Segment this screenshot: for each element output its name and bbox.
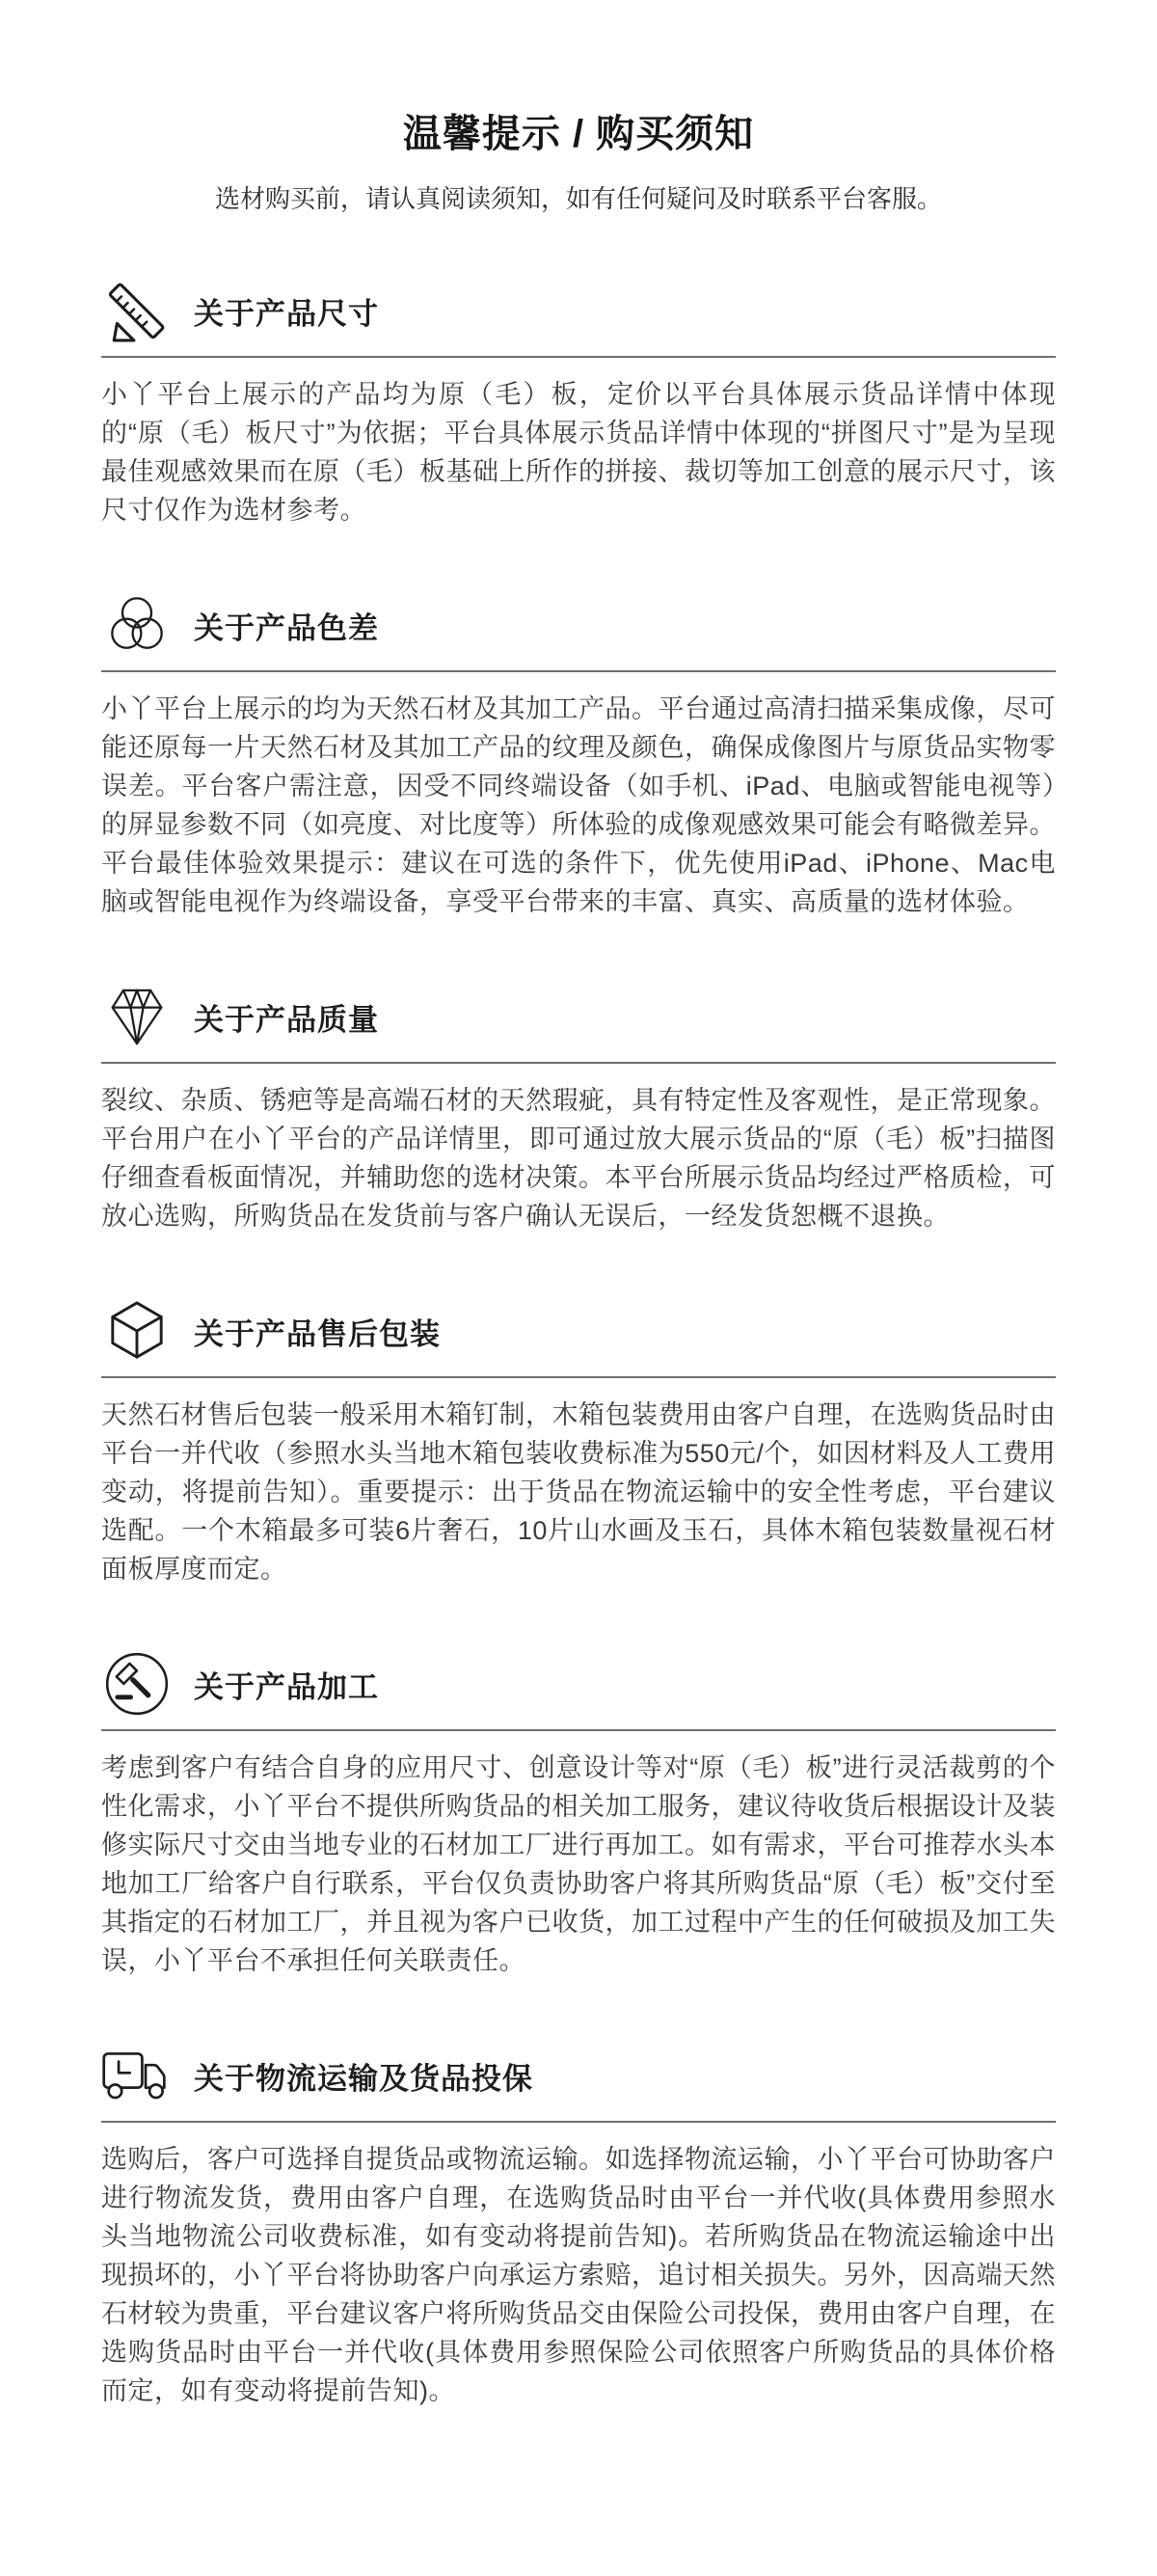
section-header xyxy=(101,275,1056,346)
section-divider xyxy=(101,2121,1056,2123)
section-title: 关于产品加工 xyxy=(194,1669,379,1704)
truck-icon xyxy=(101,2040,173,2111)
page-title: 温馨提示 / 购买须知 xyxy=(402,112,755,155)
section-header xyxy=(101,589,1056,661)
section-header xyxy=(101,981,1056,1052)
section-header xyxy=(101,1295,1056,1367)
ruler-icon xyxy=(101,275,173,346)
section-header xyxy=(101,1648,1056,1720)
section-title: 关于产品色差 xyxy=(194,610,379,645)
section-body: 选购后，客户可选择自提货品或物流运输。如选择物流运输，小丫平台可协助客户进行物流发货，费用由客户自理，在选购货品时由平台一并代收(具体费用参照水头当地物流公司收费标准，如有变动将提前告知)。若所购货品在物流运输途中出现损坏的，小丫平台将协助客户向承运方索赔，追讨相关损失。另外，因高端天然石材较为贵重，平台建议客户将所购货品交由保险公司投保，费用由客户自理，在选购货品时由平台一并代收(具体费用参照保险公司依照客户所购货品的具体价格而定，如有变动将提前告知)。 xyxy=(101,2145,1056,2406)
diamond-icon xyxy=(101,981,173,1052)
sections xyxy=(101,275,1056,2410)
section-product-quality xyxy=(101,981,1056,1235)
section-body: 天然石材售后包装一般采用木箱钉制，木箱包装费用由客户自理，在选购货品时由平台一并代收（参照水头当地木箱包装收费标准为550元/个，如因材料及人工费用变动，将提前告知）。重要提示：出于货品在物流运输中的安全性考虑，平台建议选配。一个木箱最多可装6片奢石，10片山水画及玉石，具体木箱包装数量视石材面板厚度而定。 xyxy=(101,1400,1056,1585)
section-body: 小丫平台上展示的产品均为原（毛）板，定价以平台具体展示货品详情中体现的“原（毛）板尺寸”为依据；平台具体展示货品详情中体现的“拼图尺寸”是为呈现最佳观感效果而在原（毛）板基础上所作的拼接、裁切等加工创意的展示尺寸，该尺寸仅作为选材参考。 xyxy=(101,380,1056,526)
section-title: 关于产品质量 xyxy=(194,1002,379,1037)
section-divider xyxy=(101,1729,1056,1731)
section-divider xyxy=(101,670,1056,672)
section-body: 考虑到客户有结合自身的应用尺寸、创意设计等对“原（毛）板”进行灵活裁剪的个性化需求，小丫平台不提供所购货品的相关加工服务，建议待收货后根据设计及装修实际尺寸交由当地专业的石材加工厂进行再加工。如有需求，平台可推荐水头本地加工厂给客户自行联系，平台仅负责协助客户将其所购货品“原（毛）板”交付至其指定的石材加工厂，并且视为客户已收货，加工过程中产生的任何破损及加工失误，小丫平台不承担任何关联责任。 xyxy=(101,1753,1056,1976)
section-body: 小丫平台上展示的均为天然石材及其加工产品。平台通过高清扫描采集成像，尽可能还原每一片天然石材及其加工产品的纹理及颜色，确保成像图片与原货品实物零误差。平台客户需注意，因受不同终端设备（如手机、iPad、电脑或智能电视等）的屏显参数不同（如亮度、对比度等）所体验的成像观感效果可能会有略微差异。平台最佳体验效果提示：建议在可选的条件下，优先使用iPad、iPhone、Mac电脑或智能电视作为终端设备，享受平台带来的丰富、真实、高质量的选材体验。 xyxy=(101,694,1056,917)
section-aftersale-packaging xyxy=(101,1295,1056,1588)
section-title: 关于产品售后包装 xyxy=(194,1316,441,1351)
section-product-processing xyxy=(101,1648,1056,1980)
section-title: 关于产品尺寸 xyxy=(194,296,379,331)
section-logistics-insurance xyxy=(101,2040,1056,2410)
section-divider xyxy=(101,1376,1056,1378)
section-divider xyxy=(101,356,1056,358)
gavel-icon xyxy=(101,1648,173,1720)
package-box-icon xyxy=(101,1295,173,1367)
page-subtitle: 选材购买前，请认真阅读须知，如有任何疑问及时联系平台客服。 xyxy=(214,183,942,213)
section-header xyxy=(101,2040,1056,2111)
section-product-size xyxy=(101,275,1056,529)
section-color-difference xyxy=(101,589,1056,921)
section-title: 关于物流运输及货品投保 xyxy=(194,2061,533,2096)
section-divider xyxy=(101,1062,1056,1064)
color-circles-icon xyxy=(101,589,173,661)
section-body: 裂纹、杂质、锈疤等是高端石材的天然瑕疵，具有特定性及客观性，是正常现象。平台用户在小丫平台的产品详情里，即可通过放大展示货品的“原（毛）板”扫描图仔细查看板面情况，并辅助您的选材决策。本平台所展示货品均经过严格质检，可放心选购，所购货品在发货前与客户确认无误后，一经发货恕概不退换。 xyxy=(101,1086,1056,1232)
